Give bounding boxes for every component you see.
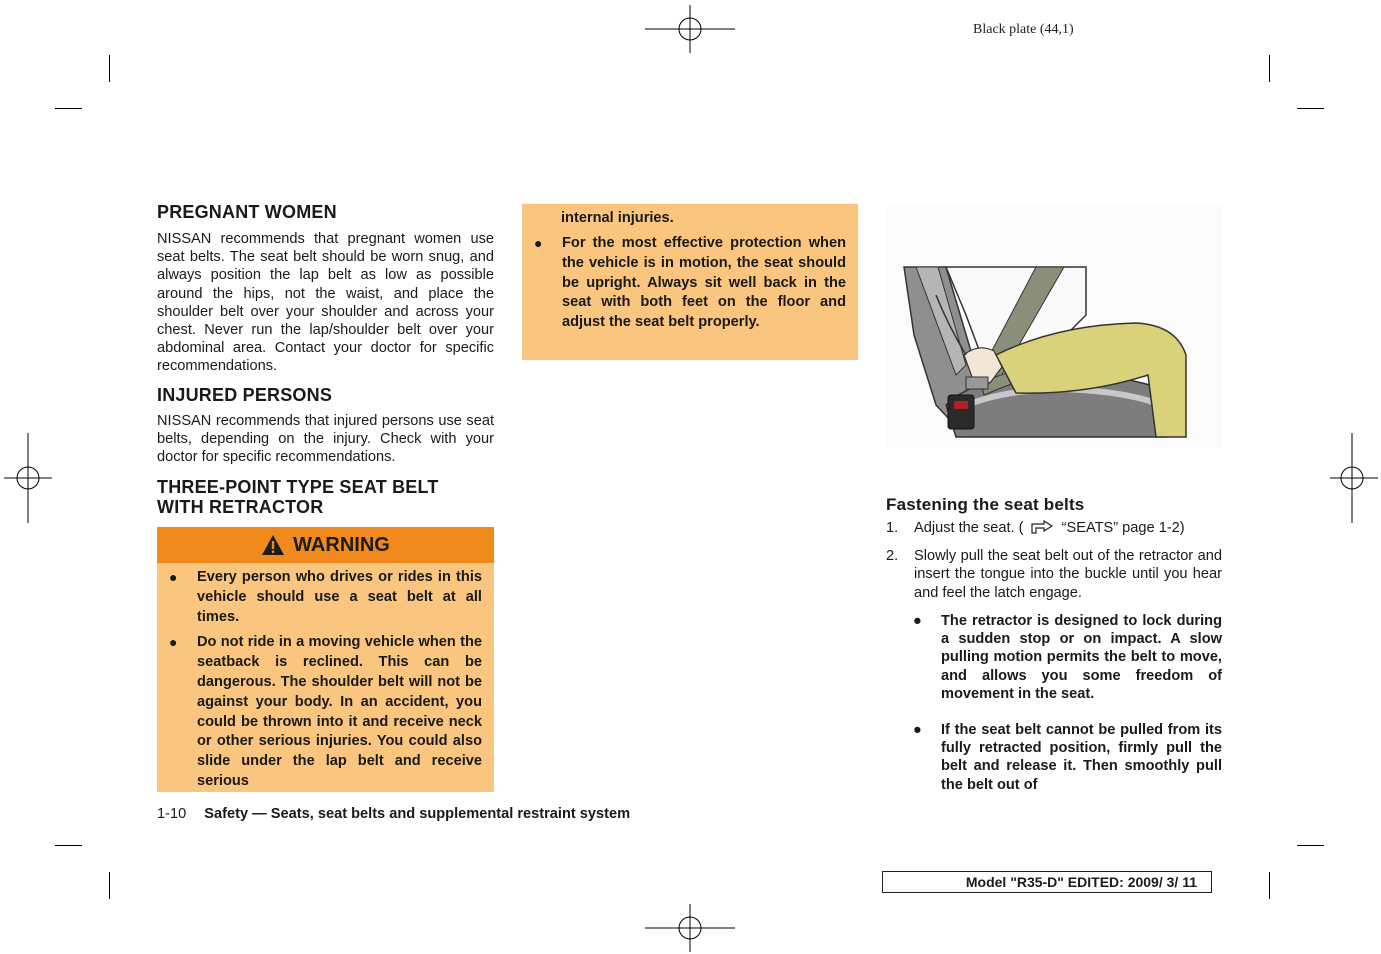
footer-title: Safety — Seats, seat belts and supplemental restraint system: [204, 806, 631, 822]
step-text-after: “SEATS” page 1-2): [1061, 520, 1185, 536]
warning-item: ● Every person who drives or rides in this vehicle should use a seat belt at all times.: [169, 569, 482, 625]
step-text: Slowly pull the seat belt out of the retractor and insert the tongue into the buckle until you hear and feel the latch engage.: [914, 548, 1222, 601]
warning-title: WARNING: [293, 533, 390, 556]
warning-header: [157, 527, 494, 563]
step-number: 2.: [886, 548, 899, 565]
pointing-hand-icon: [1030, 520, 1056, 534]
registration-mark-left: [4, 433, 54, 523]
warning-box-continued: [522, 204, 858, 360]
pregnant-women-heading: PREGNANT WOMEN: [157, 202, 337, 222]
page-footer: [157, 806, 630, 822]
warning-triangle-icon: [261, 534, 285, 556]
three-point-heading-line-1: THREE-POINT TYPE SEAT BELT: [157, 477, 439, 497]
warning-continued-text: internal injuries.: [561, 210, 674, 226]
bullet-icon: ●: [913, 613, 922, 629]
step-text-before: Adjust the seat. (: [914, 520, 1024, 536]
three-point-heading-line-2: WITH RETRACTOR: [157, 497, 324, 517]
registration-mark-top: [645, 5, 735, 55]
model-edited-box: Model "R35-D" EDITED: 2009/ 3/ 11: [882, 871, 1212, 893]
step-item: [886, 547, 1222, 602]
warning-item: ● For the most effective protection when the vehicle is in motion, the seat should be upright. Always sit well back in the seat with both feet on the floor and adjust the seat belt properly.: [534, 235, 846, 331]
plate-label: Black plate (44,1): [973, 22, 1074, 37]
page-number: 1-10: [157, 806, 187, 822]
injured-persons-text: NISSAN recommends that injured persons use seat belts, depending on the injury. Check with your doctor for specific recommendations.: [157, 413, 494, 466]
bullet-icon: ●: [534, 235, 543, 251]
seat-belt-illustration: [886, 205, 1222, 447]
three-point-heading: [157, 477, 439, 517]
injured-persons-heading: INJURED PERSONS: [157, 385, 333, 405]
fastening-heading: Fastening the seat belts: [886, 495, 1085, 514]
bullet-icon: ●: [913, 722, 922, 739]
sub-bullet-item: ● The retractor is designed to lock during a sudden stop or on impact. A slow pulling motion permits the belt to move, and allows you some freedom of movement in the seat.: [913, 613, 1222, 702]
registration-mark-right: [1328, 433, 1378, 523]
warning-box-left: [157, 563, 494, 792]
registration-mark-bottom: [645, 904, 735, 952]
bullet-icon: ●: [169, 634, 178, 651]
pregnant-women-text: NISSAN recommends that pregnant women use seat belts. The seat belt should be worn snug, and always position the lap belt as low as possible around the hips, not the waist, and place the shoulder belt over your shoulder and across your chest. Never run the lap/shoulder belt over your abdominal area. Contact your doctor for specific recommendations.: [157, 231, 494, 375]
warning-item: ● Do not ride in a moving vehicle when the seatback is reclined. This can be dangerous. The shoulder belt will not be against your body. In an accident, you could be thrown into it and receive neck or other serious injuries. You could also slide under the lap belt and receive serious: [169, 634, 482, 789]
bullet-icon: ●: [169, 569, 178, 585]
sub-bullet-item: ● If the seat belt cannot be pulled from its fully retracted position, firmly pull the belt and release it. Then smoothly pull the belt out of: [913, 722, 1222, 793]
step-item: [886, 519, 1222, 537]
step-number: 1.: [886, 520, 899, 536]
